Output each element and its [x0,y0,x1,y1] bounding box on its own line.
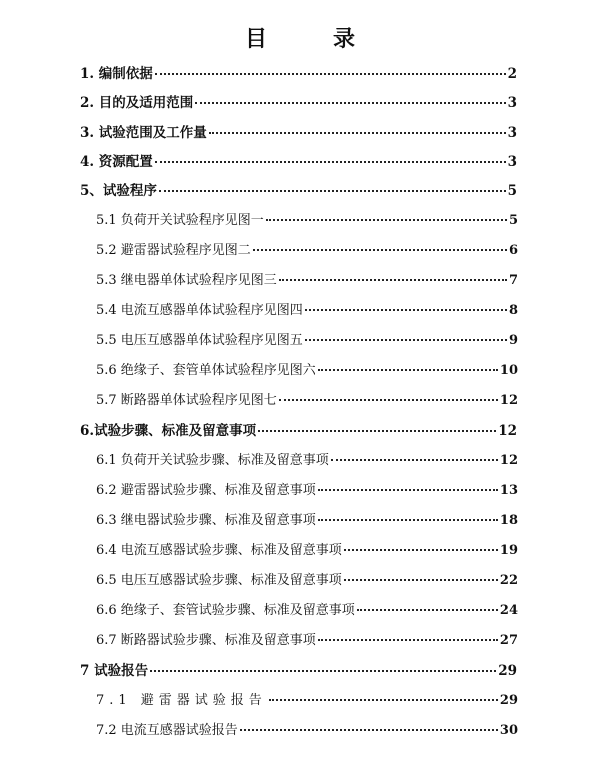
toc-entry-label: 6.6 绝缘子、套管试验步骤、标准及留意事项 [96,603,355,618]
dot-leader [266,219,507,221]
toc-entry-page: 6 [508,243,518,258]
toc-entry[interactable] [80,419,517,439]
dot-leader [159,190,506,192]
dot-leader [240,729,498,731]
toc-entry-label: 4. 资源配置 [80,154,153,170]
dot-leader [344,549,498,551]
toc-entry-page: 9 [508,333,518,348]
toc-entry-label: 3. 试验范围及工作量 [80,125,207,141]
toc-subentry[interactable] [96,389,518,408]
toc-entry-page: 29 [499,693,518,708]
toc-entry-label: 6.7 断路器试验步骤、标准及留意事项 [96,633,316,648]
dot-leader [258,430,496,432]
toc-entry-label: 5.7 断路器单体试验程序见图七 [96,393,277,408]
toc-entry-label: 5.4 电流互感器单体试验程序见图四 [96,303,303,318]
toc-entry-page: 8 [508,303,518,318]
toc-entry-page: 5 [508,213,518,228]
dot-leader [357,609,498,611]
toc-subentry[interactable] [96,509,518,528]
toc-subentry[interactable] [96,569,518,588]
toc-entry-page: 10 [499,363,518,378]
toc-subentry[interactable] [96,449,518,468]
toc-entry-label: 6.2 避雷器试验步骤、标准及留意事项 [96,483,316,498]
toc-entry-page: 12 [499,453,518,468]
dot-leader [318,489,498,491]
toc-entry-label: 6.1 负荷开关试验步骤、标准及留意事项 [96,453,329,468]
dot-leader [209,132,506,134]
toc-entry-page: 12 [499,393,518,408]
toc-entry[interactable] [80,150,517,170]
toc-entry-label: 5.3 继电器单体试验程序见图三 [96,273,277,288]
toc-entry[interactable] [80,179,517,199]
toc-entry-page: 7 [508,273,518,288]
toc-entry-page: 18 [499,513,518,528]
toc-entry-label: 5.2 避雷器试验程序见图二 [96,243,251,258]
toc-entry-label: 7.2 电流互感器试验报告 [96,723,238,738]
toc-entry[interactable] [80,62,517,82]
toc-entry-page: 3 [507,154,517,170]
toc-subentry[interactable] [96,479,518,498]
toc-subentry[interactable] [96,629,518,648]
toc-subentry[interactable] [96,689,518,708]
toc-subentry[interactable] [96,359,518,378]
dot-leader [318,639,498,641]
toc-entry-page: 3 [507,125,517,141]
toc-entry[interactable] [80,91,517,111]
toc-entry-page: 2 [507,66,517,82]
toc-entry-page: 3 [507,95,517,111]
dot-leader [305,339,507,341]
toc-subentry[interactable] [96,539,518,558]
toc-subentry[interactable] [96,299,518,318]
toc-entry-label: 5、试验程序 [80,183,157,199]
toc-entry[interactable] [80,121,517,141]
toc-entry-page: 27 [499,633,518,648]
dot-leader [344,579,498,581]
toc-entry-label: 6.试验步骤、标准及留意事项 [80,423,257,439]
toc-entry-label: 6.5 电压互感器试验步骤、标准及留意事项 [96,573,342,588]
dot-leader [305,309,507,311]
toc-entry-label: 1. 编制依据 [80,66,153,82]
toc-subentry[interactable] [96,719,518,738]
dot-leader [318,369,498,371]
dot-leader [155,161,506,163]
toc-entry-label: 5.6 绝缘子、套管单体试验程序见图六 [96,363,316,378]
toc-entry-label: 5.5 电压互感器单体试验程序见图五 [96,333,303,348]
toc-subentry[interactable] [96,269,518,288]
dot-leader [279,399,498,401]
toc-entry-label: 5.1 负荷开关试验程序见图一 [96,213,264,228]
dot-leader [155,73,506,75]
toc-entry-page: 5 [507,183,517,199]
toc-entry-label: 2. 目的及适用范围 [80,95,194,111]
toc-entry[interactable] [80,659,517,679]
toc-entry-label: 7.1 避雷器试验报告 [96,693,267,708]
toc-entry-page: 13 [499,483,518,498]
toc-entry-page: 19 [499,543,518,558]
dot-leader [279,279,507,281]
dot-leader [150,670,496,672]
toc-entry-page: 12 [498,423,517,439]
toc-entry-page: 30 [499,723,518,738]
toc-entry-label: 6.3 继电器试验步骤、标准及留意事项 [96,513,316,528]
page-title: 目 录 [244,26,377,52]
toc-subentry[interactable] [96,239,518,258]
toc-subentry[interactable] [96,599,518,618]
dot-leader [269,699,498,701]
dot-leader [253,249,507,251]
toc-subentry[interactable] [96,209,518,228]
toc-entry-page: 29 [498,663,517,679]
dot-leader [318,519,498,521]
toc-entry-page: 24 [499,603,518,618]
toc-entry-page: 22 [499,573,518,588]
dot-leader [331,459,498,461]
toc-entry-label: 7 试验报告 [80,663,149,679]
dot-leader [195,102,505,104]
toc-entry-label: 6.4 电流互感器试验步骤、标准及留意事项 [96,543,342,558]
toc-subentry[interactable] [96,329,518,348]
